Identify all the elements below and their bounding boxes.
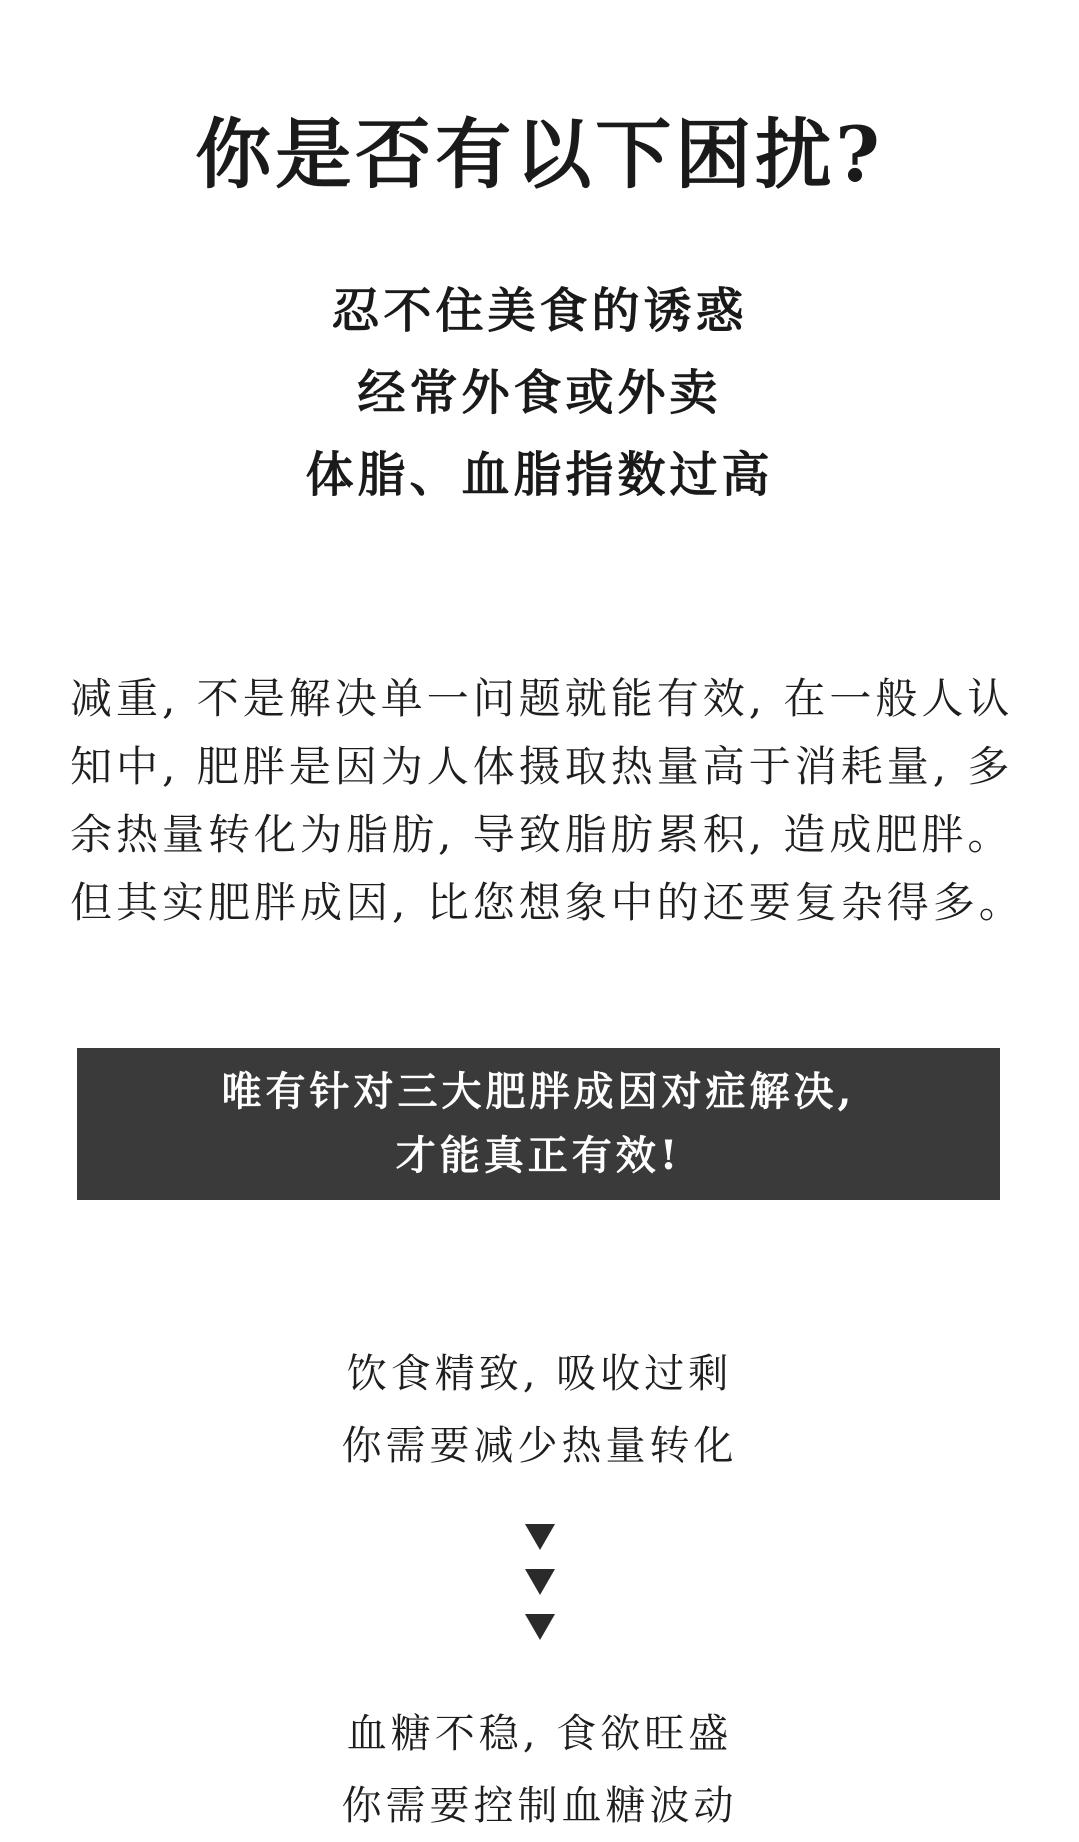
tip-problem: 饮食精致, 吸收过剩 xyxy=(346,1351,733,1397)
paragraph-line: 但其实肥胖成因, 比您想象中的还要复杂得多。 xyxy=(70,878,1025,927)
down-triangle-icon xyxy=(525,1524,555,1550)
paragraph-line: 减重, 不是解决单一问题就能有效, 在一般人认 xyxy=(70,674,1014,723)
page-title: 你是否有以下困扰? xyxy=(195,110,884,199)
down-triangle-icon xyxy=(525,1614,555,1640)
down-triangle-icon xyxy=(525,1569,555,1595)
body-paragraph xyxy=(70,665,1025,937)
paragraph-line: 知中, 肥胖是因为人体摄取热量高于消耗量, 多 xyxy=(70,742,1014,791)
banner-line: 唯有针对三大肥胖成因对症解决, xyxy=(221,1068,856,1115)
tip-blood-sugar xyxy=(0,1698,1079,1842)
tip-solution: 你需要控制血糖波动 xyxy=(341,1783,738,1829)
highlight-banner xyxy=(77,1048,1000,1200)
arrow-stack xyxy=(0,1524,1079,1659)
trouble-item: 经常外食或外卖 xyxy=(357,365,722,421)
tip-diet xyxy=(0,1338,1079,1482)
tip-problem: 血糖不稳, 食欲旺盛 xyxy=(346,1711,733,1757)
tip-solution: 你需要减少热量转化 xyxy=(341,1423,738,1469)
trouble-list xyxy=(0,270,1079,516)
trouble-item: 忍不住美食的诱惑 xyxy=(331,283,748,339)
banner-line: 才能真正有效! xyxy=(395,1132,682,1179)
paragraph-line: 余热量转化为脂肪, 导致脂肪累积, 造成肥胖。 xyxy=(70,810,1014,859)
trouble-item: 体脂、血脂指数过高 xyxy=(305,447,774,503)
